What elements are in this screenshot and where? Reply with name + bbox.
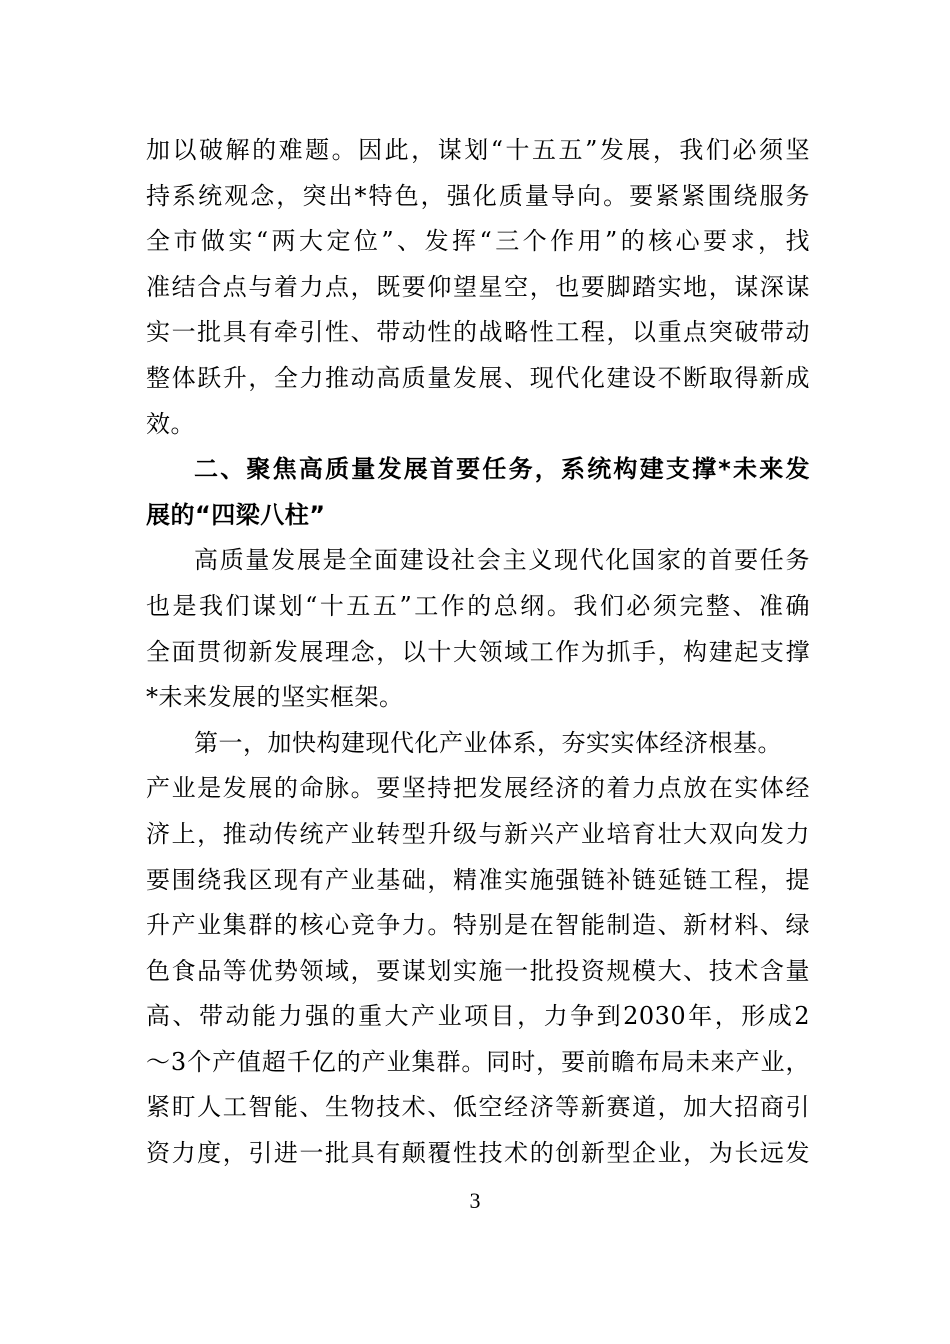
text-line: 资力度，引进一批具有颠覆性技术的创新型企业，为长远发 <box>146 1139 810 1168</box>
text-line: ～3个产值超千亿的产业集群。同时，要前瞻布局未来产业， <box>146 1047 810 1076</box>
text-line: 要围绕我区现有产业基础，精准实施强链补链延链工程，提 <box>146 865 810 894</box>
text-line: 持系统观念，突出*特色，强化质量导向。要紧紧围绕服务 <box>146 181 810 210</box>
text-line: 全市做实“两大定位”、发挥“三个作用”的核心要求，找 <box>146 227 810 256</box>
text-line: 升产业集群的核心竞争力。特别是在智能制造、新材料、绿 <box>146 911 810 940</box>
text-line: 效。 <box>146 409 195 438</box>
text-line: 产业是发展的命脉。要坚持把发展经济的着力点放在实体经 <box>146 774 810 803</box>
text-line: 加以破解的难题。因此，谋划“十五五”发展，我们必须坚 <box>146 136 810 164</box>
page-number: 3 <box>469 1188 481 1213</box>
text-line: 色食品等优势领域，要谋划实施一批投资规模大、技术含量 <box>146 956 810 985</box>
text-line: 准结合点与着力点，既要仰望星空，也要脚踏实地，谋深谋 <box>146 272 810 301</box>
text-line: 实一批具有牵引性、带动性的战略性工程，以重点突破带动 <box>146 318 810 347</box>
text-line: 第一，加快构建现代化产业体系，夯实实体经济根基。 <box>194 728 782 757</box>
section-heading-line: 展的“四梁八柱” <box>146 500 326 529</box>
text-line: *未来发展的坚实框架。 <box>146 683 404 712</box>
text-line: 全面贯彻新发展理念，以十大领域工作为抓手，构建起支撑 <box>146 637 810 666</box>
section-heading-line: 二、聚焦高质量发展首要任务，系统构建支撑*未来发 <box>194 455 810 484</box>
body-text <box>146 128 810 1177</box>
text-line: 也是我们谋划“十五五”工作的总纲。我们必须完整、准确 <box>146 591 810 620</box>
text-line: 济上，推动传统产业转型升级与新兴产业培育壮大双向发力 <box>146 819 810 848</box>
text-line: 高质量发展是全面建设社会主义现代化国家的首要任务 <box>194 546 810 575</box>
text-line: 高、带动能力强的重大产业项目，力争到2030年，形成2 <box>146 1002 810 1031</box>
text-line: 紧盯人工智能、生物技术、低空经济等新赛道，加大招商引 <box>146 1093 810 1122</box>
text-line: 整体跃升，全力推动高质量发展、现代化建设不断取得新成 <box>146 363 810 392</box>
